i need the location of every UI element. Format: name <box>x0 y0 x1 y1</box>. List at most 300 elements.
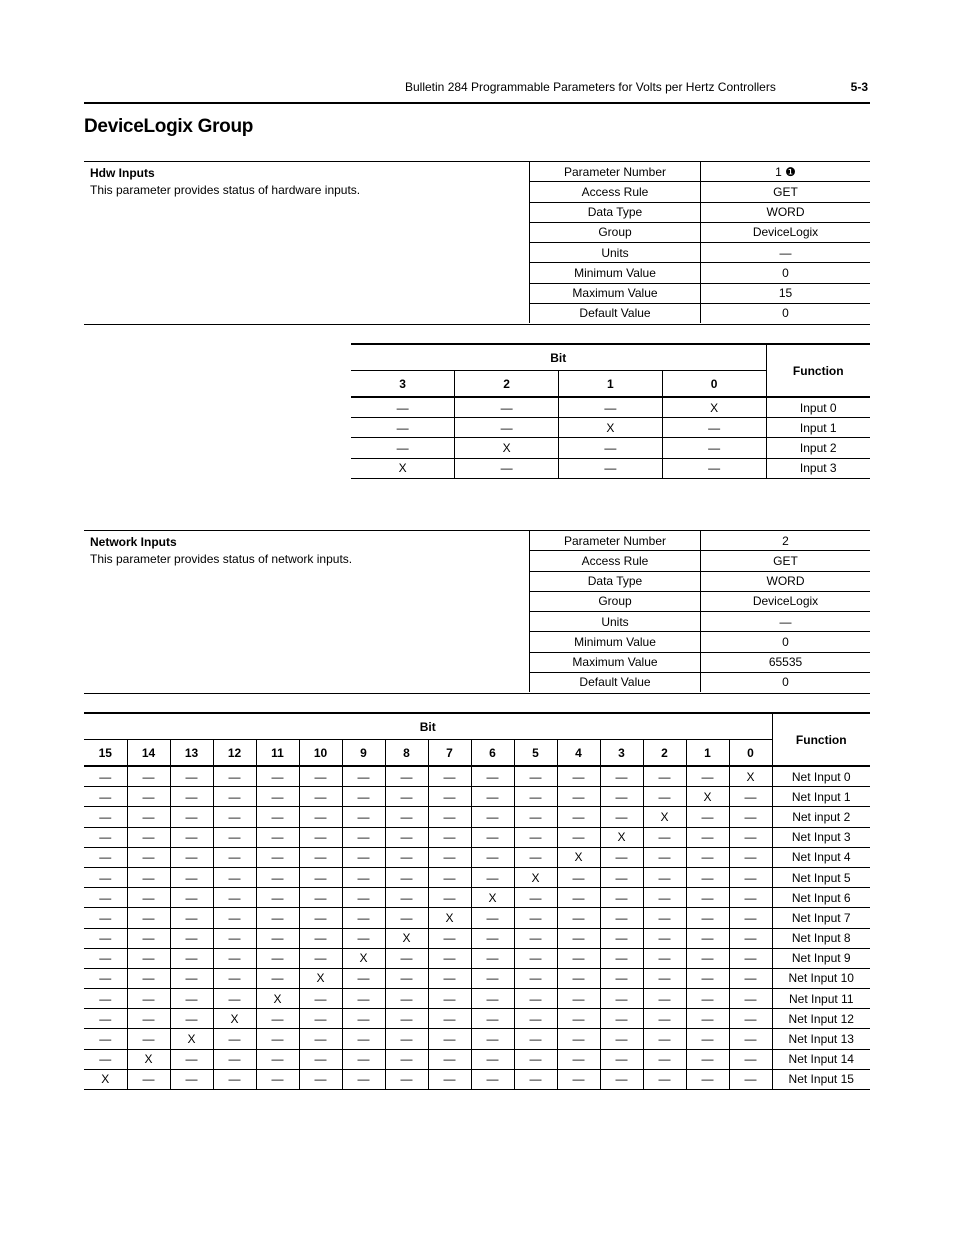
bit-number-header: 15 <box>84 740 127 767</box>
prop-label: Data Type <box>530 202 701 222</box>
bit-cell: — <box>514 827 557 847</box>
bit-cell: — <box>662 438 766 458</box>
bit-cell: — <box>213 948 256 968</box>
bit-cell: — <box>299 1069 342 1089</box>
bit-cell: — <box>342 968 385 988</box>
bit-cell: — <box>471 1029 514 1049</box>
bit-cell: — <box>471 787 514 807</box>
prop-value: WORD <box>701 202 871 222</box>
running-header <box>400 80 870 98</box>
bit-cell: — <box>299 766 342 787</box>
prop-row <box>530 652 871 672</box>
bit-number-header: 12 <box>213 740 256 767</box>
prop-row <box>530 202 871 222</box>
section-title: DeviceLogix Group <box>84 116 254 137</box>
function-cell: Net Input 4 <box>772 847 870 867</box>
bit-number-header: 0 <box>662 371 766 398</box>
bit-cell: — <box>84 968 127 988</box>
bit-cell: X <box>256 989 299 1009</box>
bit-cell: X <box>557 847 600 867</box>
network-inputs-bit-table <box>84 712 870 1090</box>
bit-cell: — <box>643 888 686 908</box>
prop-label: Default Value <box>530 672 701 692</box>
bit-cell: — <box>170 1069 213 1089</box>
bit-cell: — <box>557 766 600 787</box>
bit-cell: — <box>84 847 127 867</box>
bit-cell: — <box>256 908 299 928</box>
bit-number-header: 9 <box>342 740 385 767</box>
bit-cell: — <box>256 888 299 908</box>
prop-row <box>530 303 871 323</box>
prop-label: Units <box>530 612 701 632</box>
function-header: Function <box>772 713 870 766</box>
bit-cell: — <box>643 1029 686 1049</box>
bit-cell: — <box>428 989 471 1009</box>
bit-cell: — <box>299 1049 342 1069</box>
bit-cell: — <box>514 989 557 1009</box>
bit-cell: — <box>213 847 256 867</box>
prop-row <box>530 283 871 303</box>
bit-cell: — <box>256 827 299 847</box>
bit-cell: — <box>643 948 686 968</box>
bit-cell: — <box>428 766 471 787</box>
bit-number-header: 5 <box>514 740 557 767</box>
bit-cell: — <box>213 928 256 948</box>
bit-cell: — <box>428 867 471 887</box>
bit-cell: — <box>84 888 127 908</box>
bit-cell: — <box>514 1049 557 1069</box>
param-properties-table <box>529 531 870 692</box>
bit-cell: X <box>662 397 766 418</box>
bit-cell: — <box>686 888 729 908</box>
bit-cell: — <box>471 847 514 867</box>
bit-cell: — <box>428 847 471 867</box>
bit-cell: — <box>600 989 643 1009</box>
bit-cell: — <box>299 948 342 968</box>
function-cell: Net Input 11 <box>772 989 870 1009</box>
table-row <box>351 458 870 478</box>
prop-row <box>530 162 871 182</box>
bit-cell: X <box>514 867 557 887</box>
table-row <box>84 989 870 1009</box>
prop-value: 15 <box>701 283 871 303</box>
bit-cell: — <box>213 807 256 827</box>
bit-cell: — <box>213 888 256 908</box>
bit-cell: — <box>686 968 729 988</box>
prop-value: WORD <box>701 571 871 591</box>
bit-cell: — <box>170 867 213 887</box>
bit-cell: — <box>514 766 557 787</box>
prop-label: Minimum Value <box>530 263 701 283</box>
bit-cell: X <box>643 807 686 827</box>
bit-cell: — <box>600 888 643 908</box>
bit-cell: — <box>729 1029 772 1049</box>
bit-number-header: 2 <box>455 371 559 398</box>
bit-cell: — <box>127 888 170 908</box>
bit-cell: — <box>514 787 557 807</box>
bit-cell: — <box>600 1069 643 1089</box>
bit-cell: — <box>127 847 170 867</box>
function-cell: Net Input 1 <box>772 787 870 807</box>
bit-cell: — <box>514 807 557 827</box>
bit-cell: — <box>686 948 729 968</box>
bit-cell: — <box>385 908 428 928</box>
bit-number-header: 4 <box>557 740 600 767</box>
bit-cell: — <box>84 1029 127 1049</box>
bit-cell: — <box>84 766 127 787</box>
prop-row <box>530 632 871 652</box>
bit-cell: — <box>559 438 663 458</box>
bit-cell: — <box>299 989 342 1009</box>
bit-number-header: 0 <box>729 740 772 767</box>
function-cell: Net Input 9 <box>772 948 870 968</box>
bit-cell: — <box>170 908 213 928</box>
bit-cell: — <box>385 1009 428 1029</box>
bit-number-header: 6 <box>471 740 514 767</box>
bit-cell: — <box>471 928 514 948</box>
bit-cell: — <box>127 1029 170 1049</box>
bit-cell: — <box>385 1029 428 1049</box>
bit-cell: — <box>643 1049 686 1069</box>
bit-cell: — <box>557 1069 600 1089</box>
param-name: Hdw Inputs <box>90 166 155 180</box>
prop-row <box>530 591 871 611</box>
prop-label: Minimum Value <box>530 632 701 652</box>
bit-cell: — <box>299 807 342 827</box>
param-description: This parameter provides status of hardware inputs. <box>90 183 361 197</box>
param-description: This parameter provides status of network inputs. <box>90 552 353 566</box>
bit-cell: — <box>557 968 600 988</box>
bit-cell: — <box>686 1029 729 1049</box>
bit-cell: — <box>342 989 385 1009</box>
function-cell: Net Input 3 <box>772 827 870 847</box>
bit-cell: — <box>686 827 729 847</box>
prop-value: — <box>701 243 871 263</box>
prop-label: Access Rule <box>530 182 701 202</box>
bit-cell: — <box>213 989 256 1009</box>
bit-cell: — <box>127 968 170 988</box>
prop-label: Maximum Value <box>530 283 701 303</box>
bit-cell: — <box>428 968 471 988</box>
bit-cell: — <box>256 867 299 887</box>
bit-cell: — <box>428 787 471 807</box>
bit-cell: — <box>170 807 213 827</box>
bit-cell: — <box>471 1069 514 1089</box>
bit-cell: — <box>127 807 170 827</box>
bit-cell: — <box>729 1009 772 1029</box>
bit-cell: — <box>729 847 772 867</box>
prop-value: 0 <box>701 672 871 692</box>
bit-cell: — <box>84 1049 127 1069</box>
bit-cell: — <box>455 397 559 418</box>
bit-cell: — <box>471 968 514 988</box>
bit-cell: — <box>385 948 428 968</box>
bit-cell: X <box>127 1049 170 1069</box>
bit-cell: — <box>428 948 471 968</box>
bit-cell: — <box>385 888 428 908</box>
bit-cell: X <box>385 928 428 948</box>
bit-cell: — <box>299 1009 342 1029</box>
bit-cell: X <box>351 458 455 478</box>
bit-number-header: 13 <box>170 740 213 767</box>
prop-row <box>530 222 871 242</box>
prop-row <box>530 531 871 551</box>
bit-cell: — <box>729 827 772 847</box>
bit-cell: — <box>213 787 256 807</box>
function-cell: Input 1 <box>766 418 870 438</box>
bit-cell: — <box>428 1069 471 1089</box>
bit-cell: — <box>170 1009 213 1029</box>
bit-cell: — <box>643 787 686 807</box>
bit-cell: — <box>127 908 170 928</box>
table-row <box>84 766 870 787</box>
bit-cell: — <box>514 1069 557 1089</box>
function-cell: Net input 2 <box>772 807 870 827</box>
bit-cell: — <box>299 787 342 807</box>
prop-row <box>530 263 871 283</box>
bit-cell: — <box>557 989 600 1009</box>
bit-cell: — <box>514 948 557 968</box>
table-row <box>84 807 870 827</box>
prop-label: Access Rule <box>530 551 701 571</box>
bit-caption: Bit <box>419 719 436 734</box>
bit-cell: — <box>385 1069 428 1089</box>
bit-cell: — <box>256 807 299 827</box>
bit-cell: X <box>213 1009 256 1029</box>
bit-cell: X <box>686 787 729 807</box>
running-title: Bulletin 284 Programmable Parameters for Volts per Hertz Controllers <box>405 80 776 94</box>
bit-cell: X <box>600 827 643 847</box>
bit-cell: — <box>600 1049 643 1069</box>
bit-cell: — <box>385 787 428 807</box>
bit-cell: — <box>256 766 299 787</box>
bit-cell: — <box>729 1049 772 1069</box>
bit-cell: — <box>299 888 342 908</box>
bit-cell: — <box>729 787 772 807</box>
bit-cell: X <box>729 766 772 787</box>
bit-cell: — <box>342 827 385 847</box>
prop-row <box>530 182 871 202</box>
prop-row <box>530 672 871 692</box>
bit-cell: — <box>514 888 557 908</box>
table-row <box>84 1029 870 1049</box>
bit-cell: — <box>170 1049 213 1069</box>
bit-cell: — <box>127 1009 170 1029</box>
bit-cell: — <box>342 807 385 827</box>
bit-cell: — <box>559 397 663 418</box>
prop-value: 0 <box>701 303 871 323</box>
table-row <box>84 787 870 807</box>
table-row <box>84 1069 870 1089</box>
bit-cell: — <box>643 989 686 1009</box>
bit-cell: — <box>686 1049 729 1069</box>
prop-label: Parameter Number <box>530 162 701 182</box>
bit-cell: — <box>729 807 772 827</box>
bit-cell: — <box>686 807 729 827</box>
bit-cell: — <box>351 418 455 438</box>
bit-cell: — <box>600 908 643 928</box>
bit-cell: — <box>600 1009 643 1029</box>
table-row <box>84 1049 870 1069</box>
prop-value: GET <box>701 551 871 571</box>
table-row <box>84 1009 870 1029</box>
bit-cell: — <box>299 847 342 867</box>
bit-cell: — <box>471 1009 514 1029</box>
function-cell: Net Input 5 <box>772 867 870 887</box>
bit-cell: — <box>213 827 256 847</box>
bit-cell: — <box>127 1069 170 1089</box>
bit-number-header: 7 <box>428 740 471 767</box>
bit-cell: — <box>256 1069 299 1089</box>
bit-cell: — <box>256 968 299 988</box>
bit-cell: — <box>514 1029 557 1049</box>
table-row <box>84 928 870 948</box>
bit-cell: — <box>600 807 643 827</box>
bit-cell: — <box>170 827 213 847</box>
function-cell: Net Input 8 <box>772 928 870 948</box>
bit-cell: — <box>342 1069 385 1089</box>
bit-cell: X <box>428 908 471 928</box>
param-block-network-inputs <box>84 530 870 694</box>
bit-cell: — <box>428 827 471 847</box>
bit-cell: — <box>385 847 428 867</box>
bit-cell: — <box>170 888 213 908</box>
bit-cell: — <box>428 1049 471 1069</box>
bit-number-header: 10 <box>299 740 342 767</box>
param-block-hdw-inputs <box>84 161 870 325</box>
bit-cell: — <box>428 807 471 827</box>
bit-cell: — <box>213 1049 256 1069</box>
prop-label: Units <box>530 243 701 263</box>
bit-cell: — <box>84 867 127 887</box>
prop-value: 2 <box>701 531 871 551</box>
bit-cell: — <box>471 827 514 847</box>
bit-cell: — <box>471 807 514 827</box>
bit-cell: X <box>342 948 385 968</box>
bit-cell: — <box>385 766 428 787</box>
bit-cell: — <box>600 787 643 807</box>
bit-cell: — <box>686 867 729 887</box>
bit-cell: — <box>557 787 600 807</box>
prop-label: Maximum Value <box>530 652 701 672</box>
bit-cell: — <box>643 827 686 847</box>
bit-number-header: 3 <box>351 371 455 398</box>
bit-cell: — <box>127 867 170 887</box>
bit-cell: — <box>299 908 342 928</box>
bit-cell: — <box>351 397 455 418</box>
param-name: Network Inputs <box>90 535 177 549</box>
bit-cell: — <box>557 867 600 887</box>
bit-cell: — <box>127 928 170 948</box>
table-row <box>351 418 870 438</box>
bit-cell: — <box>686 766 729 787</box>
prop-row <box>530 551 871 571</box>
bit-cell: — <box>471 948 514 968</box>
bit-cell: — <box>213 1029 256 1049</box>
bit-cell: — <box>557 928 600 948</box>
bit-cell: X <box>84 1069 127 1089</box>
bit-cell: — <box>643 928 686 948</box>
bit-cell: — <box>471 908 514 928</box>
bit-cell: — <box>342 928 385 948</box>
function-cell: Net Input 6 <box>772 888 870 908</box>
bit-cell: — <box>428 1009 471 1029</box>
bit-cell: — <box>471 989 514 1009</box>
bit-cell: — <box>342 787 385 807</box>
bit-number-header: 1 <box>686 740 729 767</box>
bit-cell: — <box>662 458 766 478</box>
bit-cell: — <box>600 847 643 867</box>
bit-cell: — <box>428 928 471 948</box>
bit-cell: — <box>213 968 256 988</box>
prop-row <box>530 571 871 591</box>
bit-number-header: 14 <box>127 740 170 767</box>
bit-cell: — <box>514 928 557 948</box>
function-cell: Input 0 <box>766 397 870 418</box>
bit-cell: — <box>127 766 170 787</box>
bit-cell: — <box>600 928 643 948</box>
bit-cell: — <box>256 948 299 968</box>
bit-cell: — <box>686 847 729 867</box>
bit-cell: X <box>559 418 663 438</box>
bit-cell: — <box>213 867 256 887</box>
bit-cell: — <box>256 1009 299 1029</box>
bit-cell: — <box>600 766 643 787</box>
bit-cell: — <box>729 908 772 928</box>
bit-cell: — <box>428 888 471 908</box>
bit-cell: — <box>600 867 643 887</box>
function-cell: Net Input 15 <box>772 1069 870 1089</box>
table-row <box>84 827 870 847</box>
function-cell: Net Input 12 <box>772 1009 870 1029</box>
bit-cell: — <box>342 766 385 787</box>
table-row <box>84 847 870 867</box>
bit-cell: — <box>299 867 342 887</box>
bit-cell: — <box>84 827 127 847</box>
bit-cell: — <box>299 928 342 948</box>
bit-caption: Bit <box>550 350 567 365</box>
prop-label: Parameter Number <box>530 531 701 551</box>
bit-cell: — <box>385 867 428 887</box>
page-number: 5-3 <box>850 80 868 94</box>
bit-cell: — <box>471 867 514 887</box>
param-properties-table <box>529 162 870 323</box>
bit-cell: — <box>557 908 600 928</box>
bit-cell: — <box>84 928 127 948</box>
function-cell: Net Input 10 <box>772 968 870 988</box>
bit-cell: — <box>385 1049 428 1069</box>
bit-cell: — <box>643 847 686 867</box>
prop-label: Data Type <box>530 571 701 591</box>
function-cell: Net Input 14 <box>772 1049 870 1069</box>
bit-cell: — <box>643 908 686 928</box>
bit-cell: — <box>385 968 428 988</box>
bit-cell: — <box>643 867 686 887</box>
bit-cell: — <box>84 989 127 1009</box>
bit-cell: — <box>729 948 772 968</box>
bit-cell: — <box>600 948 643 968</box>
bit-number-header: 3 <box>600 740 643 767</box>
table-row <box>351 397 870 418</box>
bit-cell: — <box>127 827 170 847</box>
bit-cell: — <box>342 908 385 928</box>
bit-cell: — <box>514 1009 557 1029</box>
bit-cell: — <box>170 928 213 948</box>
bit-cell: — <box>213 766 256 787</box>
prop-label: Default Value <box>530 303 701 323</box>
prop-label: Group <box>530 222 701 242</box>
bit-cell: — <box>686 928 729 948</box>
